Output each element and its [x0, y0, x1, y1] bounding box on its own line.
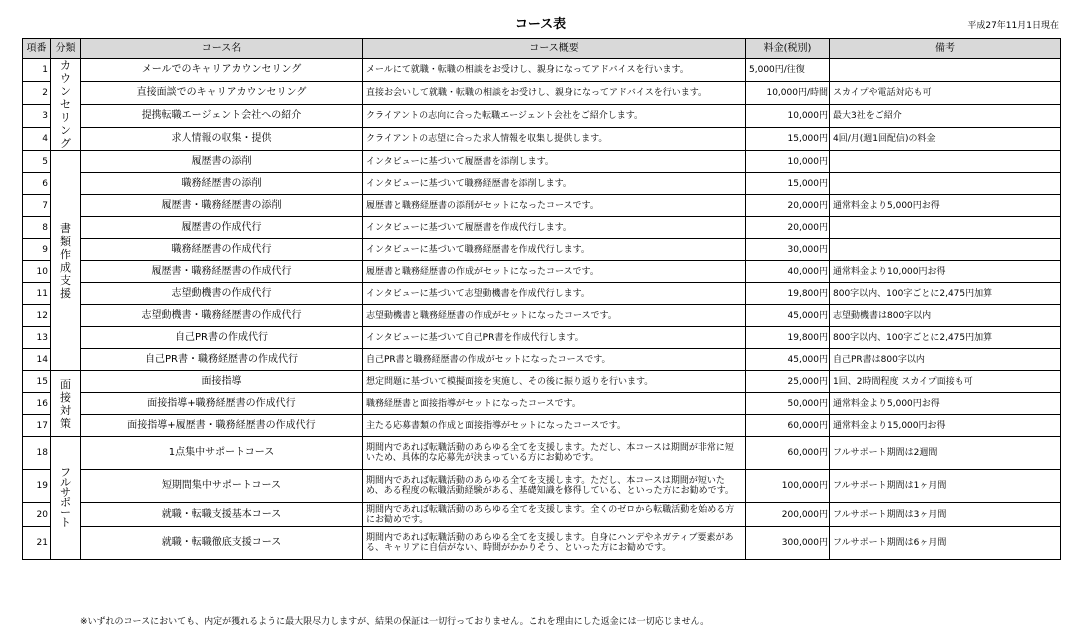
- course-notes: フルサポート期間は2週間: [830, 437, 1061, 470]
- course-summary: 自己PR書と職務経歴書の作成がセットになったコースです。: [363, 349, 746, 371]
- course-notes: 最大3社をご紹介: [830, 105, 1061, 128]
- course-name: 職務経歴書の作成代行: [81, 239, 363, 261]
- table-row: [23, 415, 1061, 437]
- row-no: 18: [23, 437, 51, 470]
- table-row: [23, 327, 1061, 349]
- table-row: [23, 305, 1061, 327]
- course-notes: 通常料金より5,000円お得: [830, 195, 1061, 217]
- table-row: [23, 527, 1061, 560]
- table-row: [23, 349, 1061, 371]
- course-notes: 800字以内、100字ごとに2,475円加算: [830, 283, 1061, 305]
- course-summary: インタビューに基づいて志望動機書を作成代行します。: [363, 283, 746, 305]
- course-notes: [830, 217, 1061, 239]
- row-no: 19: [23, 470, 51, 503]
- course-name: 提携転職エージェント会社への紹介: [81, 105, 363, 128]
- row-no: 17: [23, 415, 51, 437]
- course-summary: インタビューに基づいて職務経歴書を作成代行します。: [363, 239, 746, 261]
- course-price: 40,000円: [746, 261, 830, 283]
- header-category: 分類: [51, 39, 81, 59]
- course-notes: 通常料金より15,000円お得: [830, 415, 1061, 437]
- course-name: 自己PR書・職務経歴書の作成代行: [81, 349, 363, 371]
- row-no: 10: [23, 261, 51, 283]
- course-summary: インタビューに基づいて履歴書を添削します。: [363, 151, 746, 173]
- course-name: 面接指導+履歴書・職務経歴書の作成代行: [81, 415, 363, 437]
- header-course-name: コース名: [81, 39, 363, 59]
- category-counseling: カウンセリング: [51, 59, 81, 151]
- course-table: [22, 38, 1061, 560]
- course-notes: 通常料金より5,000円お得: [830, 393, 1061, 415]
- course-price: 60,000円: [746, 437, 830, 470]
- course-price: 300,000円: [746, 527, 830, 560]
- row-no: 5: [23, 151, 51, 173]
- row-no: 7: [23, 195, 51, 217]
- course-notes: 自己PR書は800字以内: [830, 349, 1061, 371]
- table-row: [23, 151, 1061, 173]
- course-name: 就職・転職徹底支援コース: [81, 527, 363, 560]
- course-name: 短期間集中サポートコース: [81, 470, 363, 503]
- row-no: 3: [23, 105, 51, 128]
- course-name: 履歴書・職務経歴書の作成代行: [81, 261, 363, 283]
- footnote: ※いずれのコースにおいても、内定が獲れるように最大限尽力しますが、結果の保証は一切行っておりません。これを理由にした返金には一切応じません。: [80, 617, 710, 627]
- table-row: [23, 195, 1061, 217]
- course-notes: 志望動機書は800字以内: [830, 305, 1061, 327]
- course-price: 10,000円/時間: [746, 82, 830, 105]
- table-row: [23, 239, 1061, 261]
- category-interview: 面接対策: [51, 371, 81, 437]
- course-summary: クライアントの志望に合った求人情報を収集し提供します。: [363, 128, 746, 151]
- course-summary: 期間内であれば転職活動のあらゆる全てを支援します。ただし、本コースは期間が非常に短いため、具体的な応募先が決まっている方にお勧めです。: [363, 437, 746, 470]
- course-summary: 履歴書と職務経歴書の添削がセットになったコースです。: [363, 195, 746, 217]
- row-no: 4: [23, 128, 51, 151]
- course-summary: 履歴書と職務経歴書の作成がセットになったコースです。: [363, 261, 746, 283]
- course-price: 19,800円: [746, 327, 830, 349]
- table-row: [23, 437, 1061, 470]
- table-row: [23, 393, 1061, 415]
- course-price: 60,000円: [746, 415, 830, 437]
- course-summary: インタビューに基づいて履歴書を作成代行します。: [363, 217, 746, 239]
- course-notes: フルサポート期間は1ヶ月間: [830, 470, 1061, 503]
- course-notes: [830, 239, 1061, 261]
- course-price: 10,000円: [746, 105, 830, 128]
- course-summary: インタビューに基づいて職務経歴書を添削します。: [363, 173, 746, 195]
- course-price: 25,000円: [746, 371, 830, 393]
- course-name: 履歴書の作成代行: [81, 217, 363, 239]
- course-summary: 直接お会いして就職・転職の相談をお受けし、親身になってアドバイスを行います。: [363, 82, 746, 105]
- course-name: 志望動機書の作成代行: [81, 283, 363, 305]
- course-price: 5,000円/往復: [746, 59, 830, 82]
- row-no: 14: [23, 349, 51, 371]
- course-name: 求人情報の収集・提供: [81, 128, 363, 151]
- course-notes: [830, 173, 1061, 195]
- table-row: [23, 128, 1061, 151]
- course-notes: フルサポート期間は3ヶ月間: [830, 503, 1061, 527]
- course-name: 履歴書の添削: [81, 151, 363, 173]
- course-name: 就職・転職支援基本コース: [81, 503, 363, 527]
- row-no: 9: [23, 239, 51, 261]
- table-row: [23, 503, 1061, 527]
- course-price: 20,000円: [746, 195, 830, 217]
- table-row: [23, 82, 1061, 105]
- course-notes: [830, 151, 1061, 173]
- course-summary: クライアントの志向に合った転職エージェント会社をご紹介します。: [363, 105, 746, 128]
- row-no: 12: [23, 305, 51, 327]
- course-summary: メールにて就職・転職の相談をお受けし、親身になってアドバイスを行います。: [363, 59, 746, 82]
- row-no: 1: [23, 59, 51, 82]
- table-header-row: [23, 39, 1061, 59]
- header-no: 項番: [23, 39, 51, 59]
- as-of-date: 平成27年11月1日現在: [967, 21, 1059, 31]
- row-no: 13: [23, 327, 51, 349]
- course-summary: 主たる応募書類の作成と面接指導がセットになったコースです。: [363, 415, 746, 437]
- course-price: 100,000円: [746, 470, 830, 503]
- course-notes: スカイプや電話対応も可: [830, 82, 1061, 105]
- course-price: 200,000円: [746, 503, 830, 527]
- category-documents: 書類作成支援: [51, 151, 81, 371]
- course-name: 1点集中サポートコース: [81, 437, 363, 470]
- course-price: 15,000円: [746, 128, 830, 151]
- course-summary: インタビューに基づいて自己PR書を作成代行します。: [363, 327, 746, 349]
- course-price: 15,000円: [746, 173, 830, 195]
- course-summary: 職務経歴書と面接指導がセットになったコースです。: [363, 393, 746, 415]
- course-summary: 期間内であれば転職活動のあらゆる全てを支援します。ただし、本コースは期間が短いため、ある程度の転職活動経験がある、基礎知識を修得している、といった方にお勧めです。: [363, 470, 746, 503]
- table-row: [23, 173, 1061, 195]
- header-summary: コース概要: [363, 39, 746, 59]
- course-price: 10,000円: [746, 151, 830, 173]
- course-notes: フルサポート期間は6ヶ月間: [830, 527, 1061, 560]
- header-notes: 備考: [830, 39, 1061, 59]
- table-row: [23, 470, 1061, 503]
- course-price: 45,000円: [746, 305, 830, 327]
- row-no: 16: [23, 393, 51, 415]
- course-summary: 志望動機書と職務経歴書の作成がセットになったコースです。: [363, 305, 746, 327]
- table-row: [23, 105, 1061, 128]
- course-name: 直接面談でのキャリアカウンセリング: [81, 82, 363, 105]
- row-no: 2: [23, 82, 51, 105]
- course-name: 自己PR書の作成代行: [81, 327, 363, 349]
- course-name: 履歴書・職務経歴書の添削: [81, 195, 363, 217]
- course-notes: 4回/月(週1回配信)の料金: [830, 128, 1061, 151]
- course-price: 19,800円: [746, 283, 830, 305]
- row-no: 8: [23, 217, 51, 239]
- table-row: [23, 59, 1061, 82]
- course-name: 職務経歴書の添削: [81, 173, 363, 195]
- course-summary: 期間内であれば転職活動のあらゆる全てを支援します。全くのゼロから転職活動を始める方にお勧めです。: [363, 503, 746, 527]
- course-name: 面接指導: [81, 371, 363, 393]
- category-full-support: フルサポート: [51, 437, 81, 560]
- course-notes: 通常料金より10,000円お得: [830, 261, 1061, 283]
- row-no: 20: [23, 503, 51, 527]
- page-title: コース表: [514, 17, 567, 32]
- row-no: 11: [23, 283, 51, 305]
- table-row: [23, 217, 1061, 239]
- course-price: 45,000円: [746, 349, 830, 371]
- course-name: 志望動機書・職務経歴書の作成代行: [81, 305, 363, 327]
- row-no: 21: [23, 527, 51, 560]
- row-no: 6: [23, 173, 51, 195]
- table-row: [23, 283, 1061, 305]
- course-summary: 期間内であれば転職活動のあらゆる全てを支援します。自身にハンデやネガティブ要素がある、キャリアに自信がない、時間がかかりそう、といった方にお勧めです。: [363, 527, 746, 560]
- course-summary: 想定問題に基づいて模擬面接を実施し、その後に振り返りを行います。: [363, 371, 746, 393]
- table-row: [23, 261, 1061, 283]
- course-notes: 800字以内、100字ごとに2,475円加算: [830, 327, 1061, 349]
- row-no: 15: [23, 371, 51, 393]
- course-price: 50,000円: [746, 393, 830, 415]
- course-name: メールでのキャリアカウンセリング: [81, 59, 363, 82]
- course-notes: [830, 59, 1061, 82]
- course-name: 面接指導+職務経歴書の作成代行: [81, 393, 363, 415]
- header-price: 料金(税別): [746, 39, 830, 59]
- course-price: 30,000円: [746, 239, 830, 261]
- course-notes: 1回、2時間程度 スカイプ面接も可: [830, 371, 1061, 393]
- table-row: [23, 371, 1061, 393]
- course-price: 20,000円: [746, 217, 830, 239]
